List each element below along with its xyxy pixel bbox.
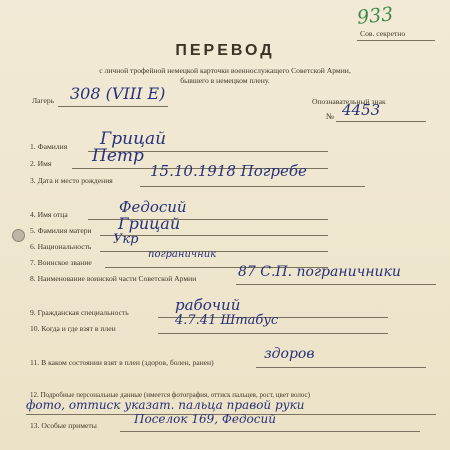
field-11-label: 11. В каком состоянии взят в плен (здоров, болен, ранен) (30, 358, 214, 367)
field-1-label: 1. Фамилия (30, 142, 68, 151)
document-subtitle (0, 66, 450, 86)
subtitle-line-2: бывшего в немецком плену. (180, 76, 270, 85)
subtitle-line-1: с личной трофейной немецкой карточки военнослужащего Советской Армии, (99, 66, 351, 75)
field-11-value: здоров (264, 346, 315, 362)
field-13-label: 13. Особые приметы (30, 421, 97, 430)
archive-stamp-number: 933 (355, 3, 395, 29)
field-3-value: 15.10.1918 Погребе (150, 162, 307, 180)
field-9-value: рабочий (175, 296, 241, 314)
field-10-value: 4.7.41 Штабуc (175, 313, 279, 328)
identifier-no-label: № (326, 111, 335, 121)
classification-underline (357, 40, 435, 41)
field-7-label: 7. Воинское звание (30, 258, 92, 267)
classification-mark: Сов. секретно (360, 29, 406, 38)
camp-value: 308 (VIII E) (70, 84, 166, 103)
field-13-underline (120, 431, 420, 432)
field-10-underline (158, 333, 388, 334)
identifier-value: 4453 (342, 101, 381, 119)
field-6-value: Укр (113, 232, 139, 247)
field-6-label: 6. Национальность (30, 242, 92, 251)
identifier-label: Опознавательный знак (312, 97, 386, 106)
field-10-label: 10. Когда и где взят в плен (30, 324, 116, 333)
field-3-label: 3. Дата и место рождения (30, 176, 113, 185)
camp-underline (58, 106, 168, 107)
field-11-underline (256, 367, 426, 368)
field-2-label: 2. Имя (30, 159, 52, 168)
camp-label: Лагерь (32, 96, 55, 105)
field-12-value: фото, оттиск указат. пальца правой руки (26, 398, 305, 412)
field-8-underline (236, 284, 436, 285)
field-5-label: 5. Фамилия матери (30, 226, 92, 235)
field-13-value: Поселок 169, Федосий (134, 412, 276, 426)
punch-hole (12, 229, 25, 242)
field-7-value: пограничник (148, 249, 217, 260)
document-title: ПЕРЕВОД (175, 42, 275, 59)
field-4-value: Федосий (119, 198, 187, 216)
field-4-label: 4. Имя отца (30, 210, 68, 219)
field-1-value: Грицай (100, 129, 167, 149)
field-9-label: 9. Гражданская специальность (30, 308, 129, 317)
field-8-value: 87 С.П. пограничники (238, 264, 401, 280)
field-8-label: 8. Наименование воинской части Советской Армии (30, 274, 197, 283)
field-5-value: Грицай (118, 214, 181, 233)
identifier-underline (336, 121, 426, 122)
field-2-value: Петр (92, 146, 144, 166)
field-3-underline (140, 186, 365, 187)
field-12-label: 12. Подробные персональные данные (имеется фотография, оттиск пальцев, рост, цвет волос) (30, 391, 310, 399)
